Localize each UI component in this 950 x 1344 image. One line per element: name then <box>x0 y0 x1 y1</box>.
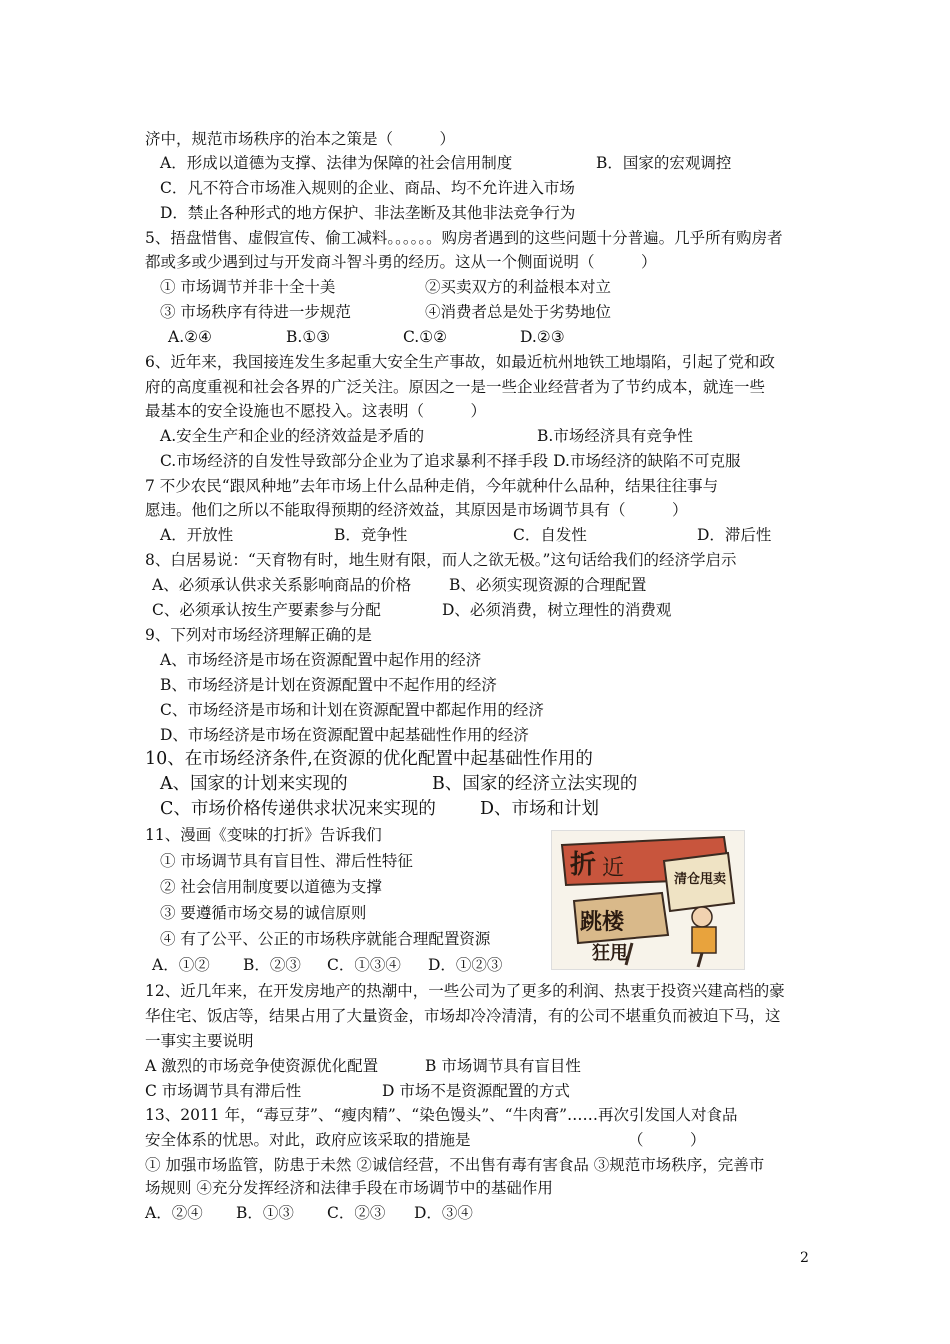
q11-option-d: D．①②③ <box>428 956 503 974</box>
cartoon-illustration <box>551 830 745 970</box>
q4-option-d: D．禁止各种形式的地方保护、非法垄断及其他非法竞争行为 <box>160 204 576 222</box>
q13-stem-2: 安全体系的忧思。对此，政府应该采取的措施是 <box>145 1131 471 1149</box>
q8-option-c: C、必须承认按生产要素参与分配 <box>152 601 381 619</box>
q12-option-b: B 市场调节具有盲目性 <box>425 1057 581 1075</box>
q8-option-d: D、必须消费，树立理性的消费观 <box>442 601 672 619</box>
q5-option-d: D.②③ <box>520 328 565 346</box>
q12-option-c: C 市场调节具有滞后性 <box>145 1082 302 1100</box>
cartoon-drawing <box>552 831 744 969</box>
q13-statements-1: ① 加强市场监管，防患于未然 ②诚信经营，不出售有毒有害食品 ③规范市场秩序，完善市 <box>145 1156 765 1174</box>
q13-option-b: B．①③ <box>236 1204 294 1222</box>
cartoon-sign-3: 狂甩 <box>592 943 628 964</box>
q7-stem-1: 7 不少农民“跟风种地”去年市场上什么品种走俏，今年就种什么品种，结果往往事与 <box>145 477 719 495</box>
q13-option-d: D．③④ <box>414 1204 473 1222</box>
q5-option-c: C.①② <box>403 328 448 346</box>
q5-option-b: B.①③ <box>286 328 331 346</box>
q13-answer-paren: （ ） <box>628 1131 706 1149</box>
q13-statements-2: 场规则 ④充分发挥经济和法律手段在市场调节中的基础作用 <box>145 1179 553 1197</box>
q9-option-d: D、市场经济是市场在资源配置中起基础性作用的经济 <box>160 726 529 744</box>
q11-statement-4: ④ 有了公平、公正的市场秩序就能合理配置资源 <box>160 930 491 948</box>
q7-option-a: A．开放性 <box>160 526 234 544</box>
q13-stem-1: 13、2011 年，“毒豆芽”、“瘦肉精”、“染色馒头”、“牛肉膏”……再次引发国人对食品 <box>145 1106 738 1124</box>
q6-option-a: A.安全生产和企业的经济效益是矛盾的 <box>160 427 425 445</box>
cartoon-sign-2: 清仓甩卖 <box>674 872 727 887</box>
q6-option-b: B.市场经济具有竞争性 <box>537 427 693 445</box>
page-number: 2 <box>800 1250 809 1266</box>
q9-option-b: B、市场经济是计划在资源配置中不起作用的经济 <box>160 676 497 694</box>
q12-stem-2: 华住宅、饭店等，结果占用了大量资金，市场却冷冷清清，有的公司不堪重负而被迫下马，这 <box>145 1007 781 1025</box>
q11-statement-1: ① 市场调节具有盲目性、滞后性特征 <box>160 852 413 870</box>
q7-stem-2: 愿违。他们之所以不能取得预期的经济效益，其原因是市场调节具有（ ） <box>145 501 688 519</box>
q4-option-b: B．国家的宏观调控 <box>596 154 732 172</box>
q7-option-b: B．竞争性 <box>334 526 408 544</box>
q4-option-a: A．形成以道德为支撑、法律为保障的社会信用制度 <box>160 154 513 172</box>
q6-option-c-d: C.市场经济的自发性导致部分企业为了追求暴利不择手段 D.市场经济的缺陷不可克服 <box>160 452 741 470</box>
q11-option-b: B．②③ <box>243 956 301 974</box>
q6-stem-2: 府的高度重视和社会各界的广泛关注。原因之一是一些企业经营者为了节约成本，就连一些 <box>145 378 766 396</box>
q5-stem-1: 5、捂盘惜售、虚假宣传、偷工减料。。。。。。购房者遇到的这些问题十分普遍。几乎所有购房者 <box>145 229 783 247</box>
q8-option-b: B、必须实现资源的合理配置 <box>449 576 647 594</box>
q11-option-a: A．①② <box>152 956 210 974</box>
q6-stem-3: 最基本的安全设施也不愿投入。这表明（ ） <box>145 402 487 420</box>
q9-option-a: A、市场经济是市场在资源配置中起作用的经济 <box>160 651 482 669</box>
q11-stem: 11、漫画《变味的打折》告诉我们 <box>145 826 382 844</box>
q12-stem-1: 12、近几年来，在开发房地产的热潮中，一些公司为了更多的利润、热衷于投资兴建高档的豪 <box>145 982 785 1000</box>
q8-stem: 8、白居易说：“天育物有时，地生财有限，而人之欲无极。”这句话给我们的经济学启示 <box>145 551 737 569</box>
q5-option-a: A.②④ <box>168 328 212 346</box>
q10-option-c: C、市场价格传递供求状况来实现的 <box>160 799 436 819</box>
q6-stem-1: 6、近年来，我国接连发生多起重大安全生产事故，如最近杭州地铁工地塌陷，引起了党和政 <box>145 353 775 371</box>
q13-option-c: C．②③ <box>327 1204 386 1222</box>
q12-option-a: A 激烈的市场竞争使资源优化配置 <box>145 1057 379 1075</box>
q10-option-b: B、国家的经济立法实现的 <box>432 774 638 794</box>
q10-option-d: D、市场和计划 <box>480 799 600 819</box>
q9-stem: 9、下列对市场经济理解正确的是 <box>145 626 372 644</box>
q5-statement-2: ②买卖双方的利益根本对立 <box>425 278 612 296</box>
q5-statement-3: ③ 市场秩序有待进一步规范 <box>160 303 351 321</box>
q10-stem: 10、在市场经济条件,在资源的优化配置中起基础性作用的 <box>145 749 593 769</box>
q5-stem-2: 都或多或少遇到过与开发商斗智斗勇的经历。这从一个侧面说明（ ） <box>145 253 657 271</box>
q7-option-d: D．滞后性 <box>697 526 772 544</box>
q5-statement-4: ④消费者总是处于劣势地位 <box>425 303 612 321</box>
q11-statement-2: ② 社会信用制度要以道德为支撑 <box>160 878 382 896</box>
svg-text:折: 折 <box>570 850 597 880</box>
q4-option-c: C．凡不符合市场准入规则的企业、商品、均不允许进入市场 <box>160 179 575 197</box>
svg-text:近: 近 <box>602 856 625 881</box>
q8-option-a: A、必须承认供求关系影响商品的价格 <box>152 576 412 594</box>
q12-stem-3: 一事实主要说明 <box>145 1032 254 1050</box>
q11-option-c: C．①③④ <box>327 956 401 974</box>
q5-statement-1: ① 市场调节并非十全十美 <box>160 278 336 296</box>
q12-option-d: D 市场不是资源配置的方式 <box>382 1082 570 1100</box>
q9-option-c: C、市场经济是市场和计划在资源配置中都起作用的经济 <box>160 701 544 719</box>
q10-option-a: A、国家的计划来实现的 <box>160 774 348 794</box>
q7-option-c: C．自发性 <box>513 526 587 544</box>
q13-option-a: A．②④ <box>145 1204 203 1222</box>
cartoon-sign-1: 跳楼 <box>580 910 625 935</box>
q11-statement-3: ③ 要遵循市场交易的诚信原则 <box>160 904 367 922</box>
line-q4-stem: 济中，规范市场秩序的治本之策是（ ） <box>145 130 456 148</box>
